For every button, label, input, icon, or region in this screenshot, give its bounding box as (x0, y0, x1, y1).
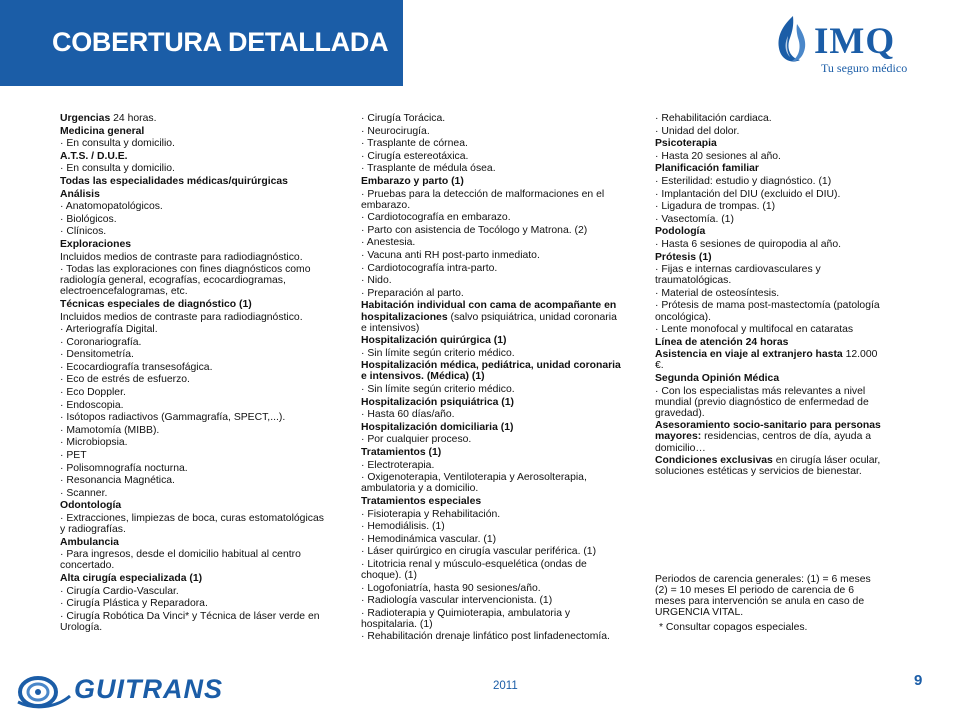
coverage-item (60, 239, 325, 250)
coverage-heading-text: Técnicas especiales de diagnóstico (1) (60, 298, 252, 310)
coverage-item (361, 113, 621, 124)
coverage-detail-text: Incluidos medios de contraste para radiodiagnóstico. (60, 311, 303, 323)
coverage-item (655, 176, 885, 187)
coverage-item (361, 360, 621, 382)
coverage-item (361, 509, 621, 520)
footer-year: 2011 (493, 680, 518, 692)
coverage-item (655, 288, 885, 299)
coverage-detail-text: · Rehabilitación cardiaca. (655, 113, 772, 124)
coverage-item (361, 275, 621, 286)
coverage-item (60, 450, 325, 461)
coverage-detail-text: · Radioterapia y Quimioterapia, ambulatoria y hospitalaria. (1) (361, 607, 571, 630)
copay-note: * Consultar copagos especiales. (659, 622, 808, 634)
coverage-detail-text: · Trasplante de médula ósea. (361, 163, 496, 175)
coverage-detail-text: · Densitometría. (60, 349, 134, 361)
coverage-item (361, 595, 621, 606)
coverage-detail-text: · Arteriografía Digital. (60, 324, 158, 336)
coverage-item (655, 455, 885, 477)
coverage-item (361, 559, 621, 581)
coverage-item (361, 176, 621, 187)
coverage-detail-text: · Hasta 6 sesiones de quiropodia al año. (655, 238, 841, 250)
coverage-item (655, 349, 885, 371)
coverage-item (361, 460, 621, 471)
coverage-detail-text: · En consulta y domicilio. (60, 163, 175, 175)
coverage-item (60, 513, 325, 535)
coverage-column-3 (655, 113, 885, 479)
coverage-detail-text: · Esterilidad: estudio y diagnóstico. (1) (655, 175, 832, 187)
coverage-detail-text: · Electroterapia. (361, 459, 435, 471)
coverage-detail-text: · Anestesia. (361, 237, 416, 249)
imq-logo (770, 14, 930, 80)
coverage-column-1 (60, 113, 325, 634)
coverage-detail-text: (salvo psiquiátrica, unidad coronaria e intensivos) (361, 311, 617, 334)
coverage-item (60, 126, 325, 137)
coverage-item (60, 337, 325, 348)
guitrans-wordmark: GUITRANS (74, 674, 223, 704)
coverage-item (655, 239, 885, 250)
coverage-detail-text: · Pruebas para la detección de malformaciones en el embarazo. (361, 188, 605, 211)
coverage-detail-text: · Ligadura de trompas. (1) (655, 201, 776, 213)
coverage-item (60, 537, 325, 548)
coverage-detail-text: · Neurocirugía. (361, 125, 430, 137)
coverage-detail-text: en cirugía láser ocular, soluciones estéticas y servicios de bienestar. (655, 455, 881, 478)
coverage-heading-text: Ambulancia (60, 536, 119, 548)
coverage-detail-text: · Scanner. (60, 487, 108, 499)
coverage-item (60, 113, 325, 124)
coverage-item (361, 583, 621, 594)
coverage-heading-text: Hospitalización quirúrgica (1) (361, 335, 507, 347)
coverage-detail-text: · Para ingresos, desde el domicilio habitual al centro concertado. (60, 549, 301, 572)
coverage-detail-text: · Cirugía Torácica. (361, 113, 446, 124)
coverage-item (60, 549, 325, 571)
coverage-item (60, 349, 325, 360)
coverage-item (361, 225, 621, 236)
coverage-item (655, 252, 885, 263)
coverage-heading-text: Condiciones exclusivas (655, 455, 776, 467)
coverage-heading-text: Odontología (60, 500, 122, 512)
coverage-detail-text: · Endoscopia. (60, 399, 124, 411)
page-number: 9 (914, 672, 923, 689)
coverage-detail-text: · Hemodinámica vascular. (1) (361, 533, 497, 545)
coverage-heading-text: Tratamientos (1) (361, 447, 442, 459)
coverage-item (60, 500, 325, 511)
coverage-item (60, 611, 325, 633)
coverage-item (60, 163, 325, 174)
coverage-item (60, 463, 325, 474)
coverage-heading-text: Análisis (60, 188, 100, 200)
coverage-detail-text: · Logofoniatría, hasta 90 sesiones/año. (361, 582, 541, 594)
coverage-detail-text: · Anatomopatológicos. (60, 201, 163, 213)
coverage-detail-text: · Hemodiálisis. (1) (361, 521, 445, 533)
coverage-heading-text: Tratamientos especiales (361, 495, 482, 507)
coverage-item (361, 288, 621, 299)
coverage-detail-text: · En consulta y domicilio. (60, 138, 175, 150)
coverage-item (60, 475, 325, 486)
coverage-item (655, 324, 885, 335)
coverage-item (60, 425, 325, 436)
coverage-detail-text: · Biológicos. (60, 213, 117, 225)
coverage-item (655, 163, 885, 174)
coverage-item (655, 420, 885, 453)
coverage-item (361, 348, 621, 359)
coverage-item (361, 212, 621, 223)
coverage-detail-text: · Cardiotocografía intra-parto. (361, 262, 498, 274)
coverage-item (60, 252, 325, 263)
page-title: COBERTURA DETALLADA (52, 27, 389, 57)
coverage-detail-text: · Vasectomía. (1) (655, 213, 734, 225)
coverage-item (655, 337, 885, 348)
coverage-detail-text: · Unidad del dolor. (655, 125, 740, 137)
coverage-heading-text: Urgencias (60, 113, 114, 124)
coverage-detail-text: · Polisomnografía nocturna. (60, 462, 188, 474)
coverage-detail-text: · Prótesis de mama post-mastectomía (patología oncológica). (655, 300, 880, 323)
coverage-detail-text: · PET (60, 450, 87, 462)
coverage-item (361, 534, 621, 545)
coverage-item (655, 126, 885, 137)
coverage-heading-text: Habitación individual con cama de acompañante en hospitalizaciones (361, 300, 617, 323)
coverage-heading-text: Hospitalización médica, pediátrica, unidad coronaria e intensivos. (Médica) (1) (361, 360, 621, 383)
coverage-item (60, 176, 325, 187)
coverage-item (361, 434, 621, 445)
coverage-item (60, 488, 325, 499)
coverage-detail-text: 24 horas. (113, 113, 157, 124)
coverage-detail-text: · Hasta 60 días/año. (361, 409, 455, 421)
coverage-heading-text: Medicina general (60, 125, 145, 137)
coverage-item (655, 201, 885, 212)
coverage-detail-text: · Cardiotocografía en embarazo. (361, 212, 511, 224)
coverage-heading-text: Planificación familiar (655, 163, 759, 175)
coverage-heading-text: Hospitalización domiciliaria (1) (361, 421, 514, 433)
coverage-item (361, 422, 621, 433)
coverage-item (60, 138, 325, 149)
guitrans-swirl-icon (16, 672, 72, 712)
coverage-heading-text: Prótesis (1) (655, 251, 712, 263)
coverage-item (361, 496, 621, 507)
coverage-item (60, 324, 325, 335)
coverage-item (361, 335, 621, 346)
coverage-item (60, 214, 325, 225)
coverage-item (361, 608, 621, 630)
coverage-item (655, 300, 885, 322)
coverage-item (361, 546, 621, 557)
coverage-detail-text: · Cirugía Plástica y Reparadora. (60, 598, 208, 610)
coverage-item (60, 586, 325, 597)
coverage-item (60, 573, 325, 584)
coverage-item (60, 312, 325, 323)
coverage-item (60, 299, 325, 310)
coverage-detail-text: · Extracciones, limpiezas de boca, curas estomatológicas y radiografías. (60, 513, 324, 536)
coverage-heading-text: Segunda Opinión Médica (655, 372, 780, 384)
coverage-detail-text: · Cirugía estereotáxica. (361, 150, 469, 162)
coverage-detail-text: · Eco Doppler. (60, 387, 126, 399)
coverage-detail-text: · Vacuna anti RH post-parto inmediato. (361, 250, 540, 262)
coverage-heading-text: Hospitalización psiquiátrica (1) (361, 396, 515, 408)
coverage-detail-text: · Clínicos. (60, 226, 107, 238)
imq-wordmark: IMQ (814, 21, 896, 62)
coverage-item (655, 386, 885, 419)
coverage-item (361, 126, 621, 137)
coverage-detail-text: · Trasplante de córnea. (361, 138, 468, 150)
coverage-item (655, 373, 885, 384)
coverage-item (361, 163, 621, 174)
coverage-heading-text: Asesoramiento socio-sanitario para personas mayores: (655, 420, 881, 443)
coverage-detail-text: · Mamotomía (MIBB). (60, 424, 160, 436)
coverage-item (361, 521, 621, 532)
coverage-heading-text: Todas las especialidades médicas/quirúrgicas (60, 175, 288, 187)
waiting-period-text: Periodos de carencia generales: (1) = 6 meses (2) = 10 meses El periodo de carencia de 6 meses para intervención se anula en caso de URGENCIA VITAL. (655, 574, 871, 619)
coverage-item (361, 189, 621, 211)
coverage-detail-text: · Litotricia renal y músculo-esquelética (ondas de choque). (1) (361, 558, 587, 581)
coverage-detail-text: · Radiología vascular intervencionista. (1) (361, 595, 553, 607)
coverage-item (60, 362, 325, 373)
coverage-item (60, 264, 325, 297)
coverage-detail-text: · Lente monofocal y multifocal en cataratas (655, 324, 854, 336)
imq-flame-icon (770, 14, 816, 66)
waiting-period-notes (655, 574, 885, 633)
coverage-item (655, 214, 885, 225)
coverage-heading-text: A.T.S. / D.U.E. (60, 150, 128, 162)
coverage-detail-text: · Microbiopsia. (60, 437, 128, 449)
coverage-item (361, 384, 621, 395)
title-banner (0, 0, 403, 86)
coverage-item (60, 151, 325, 162)
coverage-detail-text: · Preparación al parto. (361, 287, 464, 299)
coverage-item (655, 226, 885, 237)
guitrans-logo (16, 672, 226, 712)
imq-tagline: Tu seguro médico (821, 61, 908, 75)
coverage-item (361, 263, 621, 274)
coverage-item (60, 598, 325, 609)
coverage-detail-text: · Oxigenoterapia, Ventiloterapia y Aerosolterapia, ambulatoria y a domicilio. (361, 472, 587, 495)
coverage-detail-text: · Láser quirúrgico en cirugía vascular periférica. (1) (361, 546, 597, 558)
coverage-detail-text: · Hasta 20 sesiones al año. (655, 150, 781, 162)
coverage-heading-text: Psicoterapia (655, 138, 717, 150)
coverage-detail-text: · Eco de estrés de esfuerzo. (60, 374, 190, 386)
coverage-detail-text: · Todas las exploraciones con fines diagnósticos como radiología general, ecografías, ecocardiogramas, electroencefalogramas, etc. (60, 264, 311, 298)
coverage-column-2 (361, 113, 621, 644)
coverage-item (361, 409, 621, 420)
coverage-detail-text: · Cirugía Robótica Da Vinci* y Técnica de láser verde en Urología. (60, 610, 320, 633)
coverage-heading-text: Embarazo y parto (1) (361, 175, 464, 187)
coverage-detail-text: · Isótopos radiactivos (Gammagrafía, SPECT,...). (60, 412, 286, 424)
coverage-heading-text: Línea de atención 24 horas (655, 336, 789, 348)
coverage-detail-text: · Nido. (361, 275, 392, 287)
coverage-item (361, 397, 621, 408)
coverage-detail-text: 12.000 €. (655, 349, 878, 372)
coverage-detail-text: · Coronariografía. (60, 336, 142, 348)
coverage-item (361, 300, 621, 333)
coverage-detail-text: · Cirugía Cardio-Vascular. (60, 585, 179, 597)
coverage-item (60, 189, 325, 200)
coverage-item (60, 400, 325, 411)
coverage-item (655, 189, 885, 200)
coverage-item (361, 631, 621, 642)
coverage-detail-text: · Resonancia Magnética. (60, 475, 175, 487)
coverage-detail-text: · Implantación del DIU (excluido el DIU). (655, 188, 841, 200)
coverage-item (655, 113, 885, 124)
coverage-detail-text: residencias, centros de día, ayuda a domicilio… (655, 431, 872, 454)
coverage-detail-text: · Rehabilitación drenaje linfático post linfadenectomía. (361, 631, 610, 643)
coverage-item (361, 472, 621, 494)
coverage-item (361, 237, 621, 248)
coverage-item (60, 387, 325, 398)
coverage-heading-text: Asistencia en viaje al extranjero hasta (655, 349, 846, 361)
coverage-item (361, 151, 621, 162)
coverage-item (60, 374, 325, 385)
coverage-item (655, 138, 885, 149)
coverage-item (361, 250, 621, 261)
coverage-item (60, 226, 325, 237)
coverage-item (60, 437, 325, 448)
coverage-heading-text: Exploraciones (60, 238, 132, 250)
coverage-item (655, 264, 885, 286)
coverage-heading-text: Podología (655, 226, 706, 238)
coverage-detail-text: · Ecocardiografía transesofágica. (60, 361, 213, 373)
coverage-item (361, 447, 621, 458)
coverage-detail-text: · Con los especialistas más relevantes a nivel mundial (previo diagnóstico de enfermedad de gravedad). (655, 385, 869, 419)
coverage-heading-text: Alta cirugía especializada (1) (60, 572, 203, 584)
coverage-detail-text: · Fisioterapia y Rehabilitación. (361, 508, 501, 520)
coverage-detail-text: Incluidos medios de contraste para radiodiagnóstico. (60, 251, 303, 263)
coverage-detail-text: · Parto con asistencia de Tocólogo y Matrona. (2) (361, 224, 588, 236)
coverage-item (60, 412, 325, 423)
coverage-detail-text: · Material de osteosíntesis. (655, 287, 780, 299)
coverage-detail-text: · Sin límite según criterio médico. (361, 384, 515, 396)
coverage-item (361, 138, 621, 149)
coverage-item (655, 151, 885, 162)
coverage-detail-text: · Por cualquier proceso. (361, 434, 472, 446)
coverage-item (60, 201, 325, 212)
coverage-detail-text: · Sin límite según criterio médico. (361, 347, 515, 359)
coverage-detail-text: · Fijas e internas cardiovasculares y traumatológicas. (655, 264, 821, 287)
